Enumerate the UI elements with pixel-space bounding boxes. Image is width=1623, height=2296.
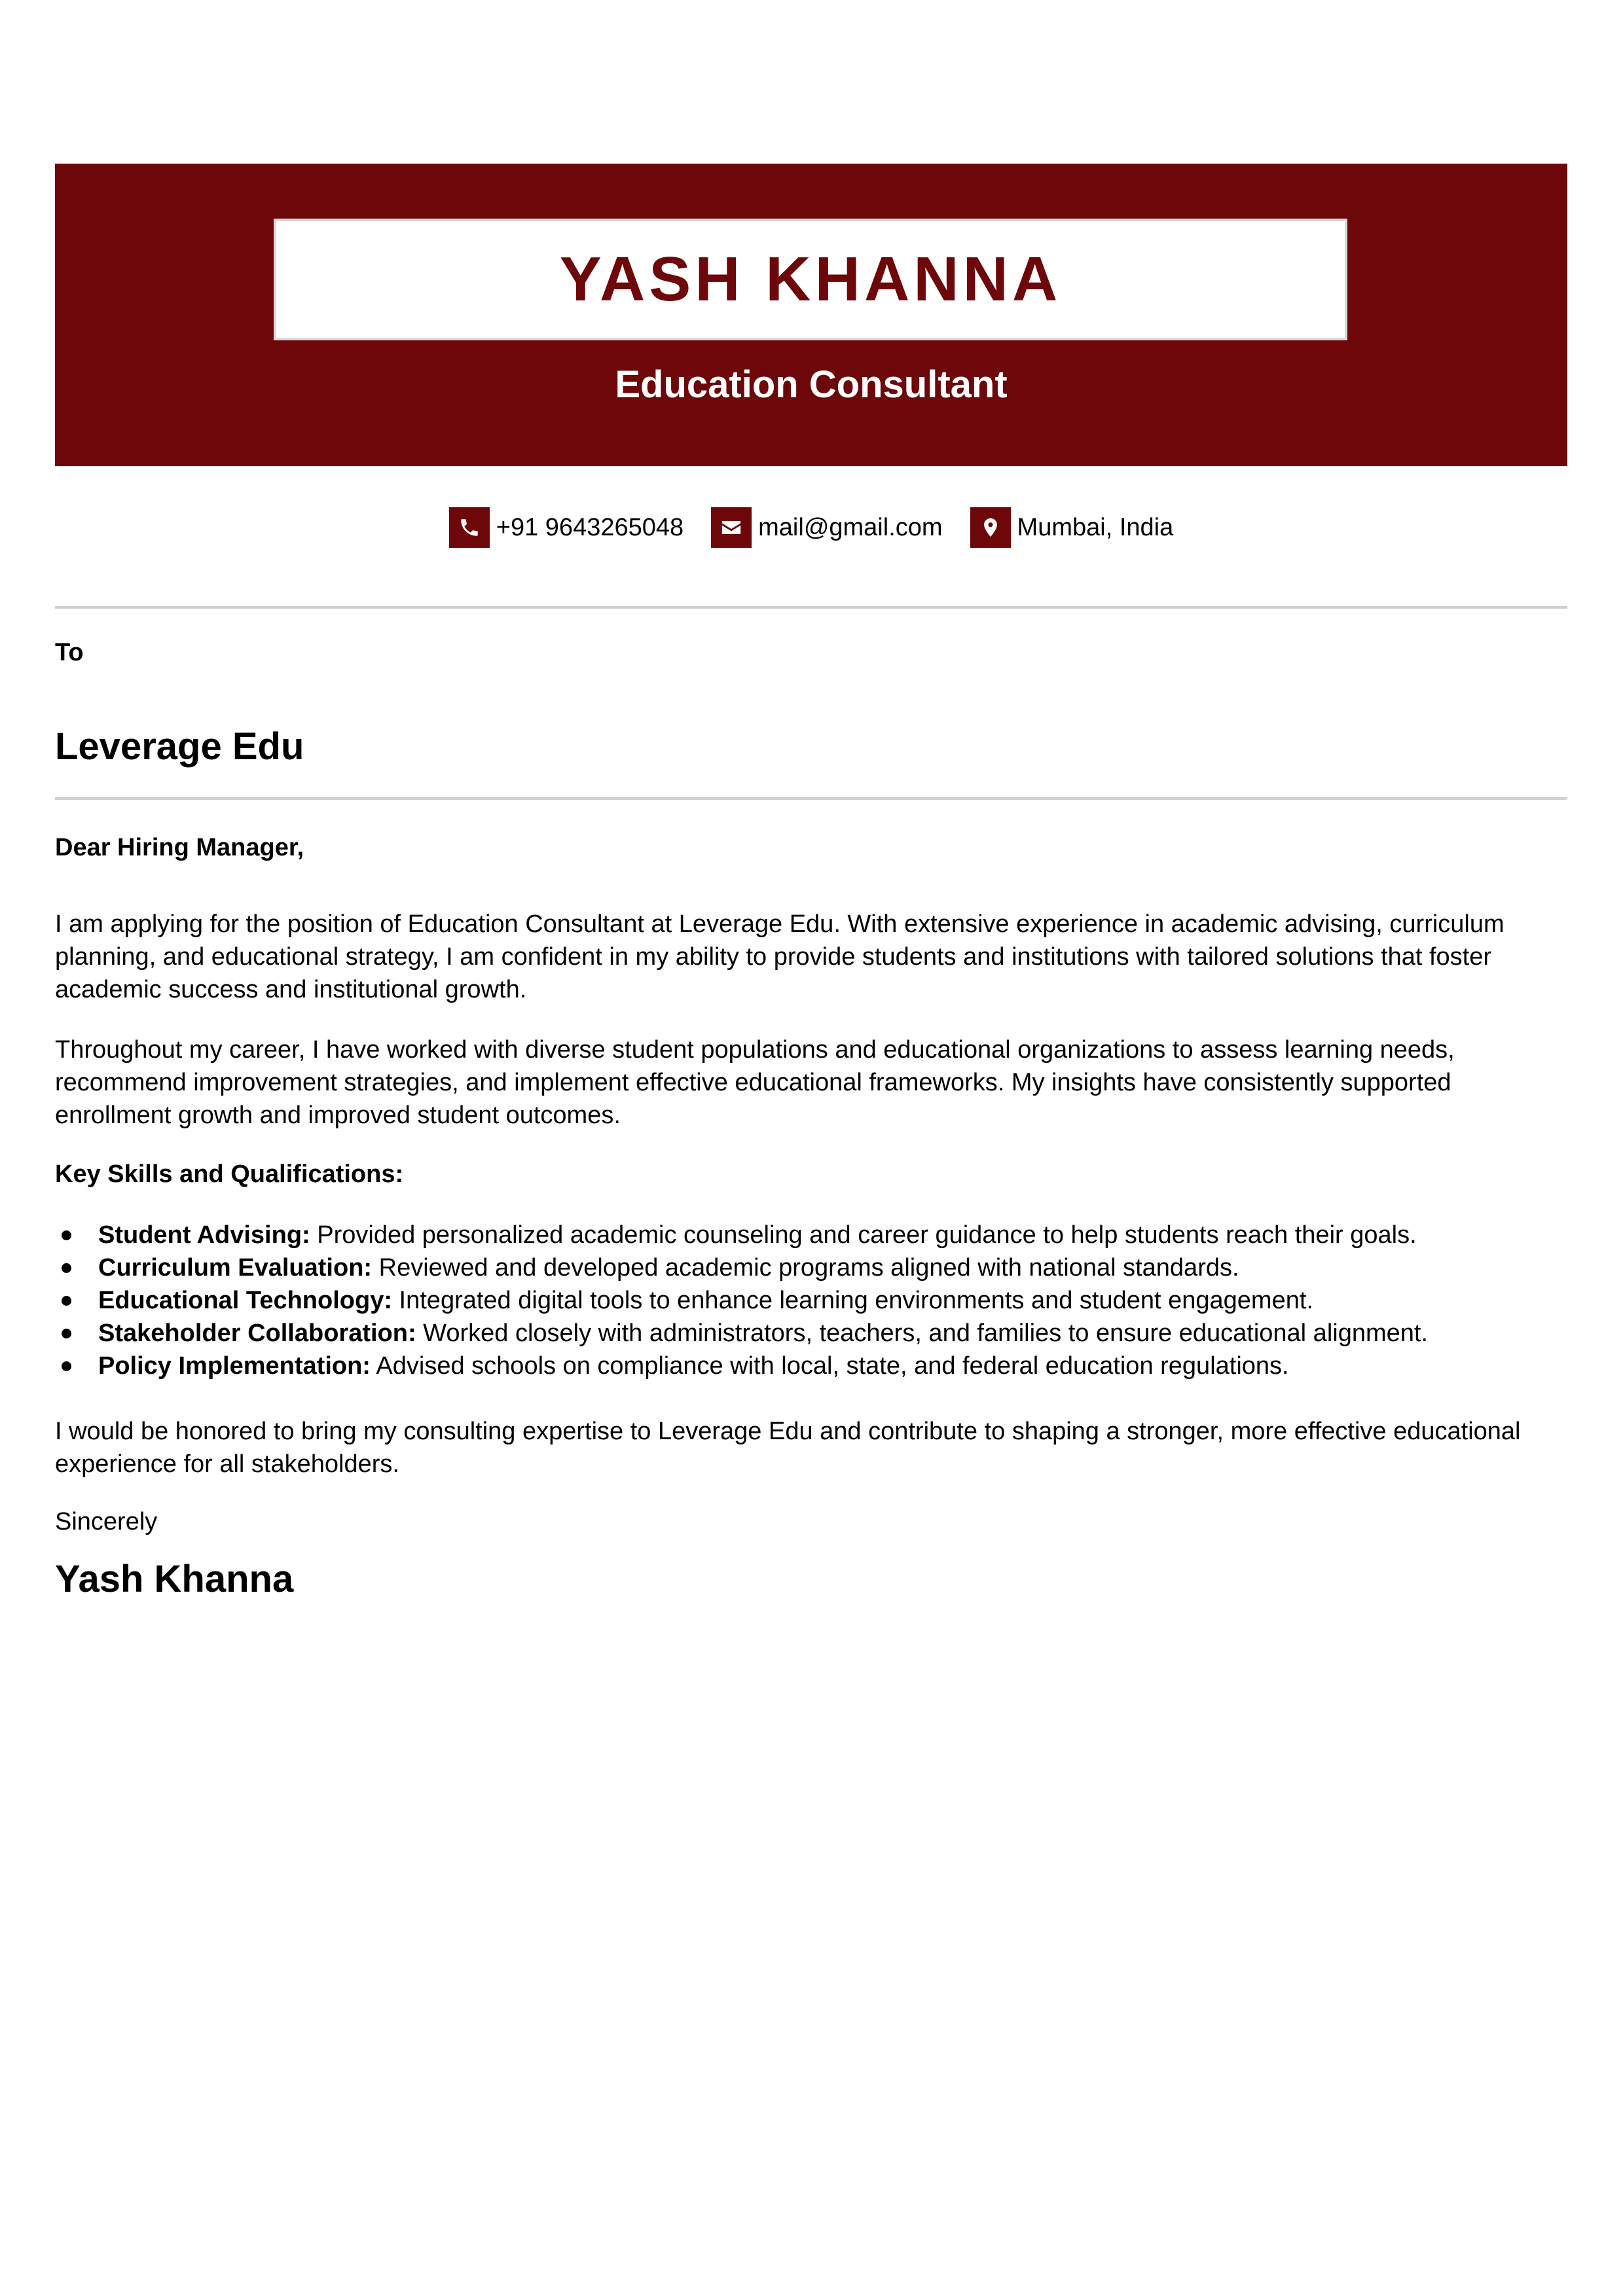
skill-item <box>55 1251 1567 1284</box>
contact-row <box>55 507 1567 548</box>
envelope-icon <box>711 507 752 548</box>
bullet-icon <box>62 1329 71 1338</box>
bullet-icon <box>62 1263 71 1273</box>
skill-item <box>55 1219 1567 1251</box>
phone-icon <box>449 507 490 548</box>
contact-phone <box>449 507 684 548</box>
name-box <box>274 219 1347 340</box>
skill-lead: Curriculum Evaluation: <box>98 1254 373 1282</box>
to-label: To <box>55 639 84 666</box>
map-pin-icon <box>970 507 1011 548</box>
skill-item <box>55 1317 1567 1350</box>
skill-item <box>55 1350 1567 1382</box>
job-title: Education Consultant <box>615 363 1008 406</box>
skill-lead: Policy Implementation: <box>98 1352 371 1380</box>
skill-lead: Student Advising: <box>98 1221 310 1249</box>
skill-text: Provided personalized academic counseling and career guidance to help students reach their goals. <box>310 1221 1417 1249</box>
divider-top <box>55 606 1567 609</box>
signature-name: Yash Khanna <box>55 1558 294 1600</box>
bullet-icon <box>62 1230 71 1240</box>
location: Mumbai, India <box>1017 513 1174 541</box>
skill-lead: Educational Technology: <box>98 1287 392 1314</box>
divider-mid <box>55 797 1567 800</box>
paragraph-intro: I am applying for the position of Education Consultant at Leverage Edu. With extensive experience in academic advising, curriculum planning, and educational strategy, I am confident in my ability to provide students and institutions with tailored solutions that foster academic success and institutional growth. <box>55 910 1504 1003</box>
skill-lead: Stakeholder Collaboration: <box>98 1319 416 1347</box>
bullet-icon <box>62 1296 71 1306</box>
phone-number: +91 9643265048 <box>496 513 684 541</box>
header-band <box>55 164 1567 466</box>
skill-text: Integrated digital tools to enhance learning environments and student engagement. <box>392 1287 1313 1314</box>
skill-text: Reviewed and developed academic programs aligned with national standards. <box>372 1254 1239 1282</box>
paragraph-experience: Throughout my career, I have worked with diverse student populations and educational organizations to assess learning needs, recommend improvement strategies, and implement effective educational frameworks. My insights have consistently supported enrollment growth and improved student outcomes. <box>55 1036 1455 1129</box>
email-address: mail@gmail.com <box>758 513 943 541</box>
applicant-name: YASH KHANNA <box>559 244 1062 314</box>
contact-location <box>970 507 1174 548</box>
cover-letter-page <box>55 164 1567 1601</box>
skill-text: Advised schools on compliance with local, state, and federal education regulations. <box>370 1352 1289 1380</box>
skills-list <box>55 1219 1567 1382</box>
paragraph-closing: I would be honored to bring my consulting expertise to Leverage Edu and contribute to shaping a stronger, more effective educational experience for all stakeholders. <box>55 1418 1521 1478</box>
company-name: Leverage Edu <box>55 725 304 768</box>
skills-heading: Key Skills and Qualifications: <box>55 1160 404 1188</box>
skill-text: Worked closely with administrators, teachers, and families to ensure educational alignment. <box>416 1319 1429 1347</box>
bullet-icon <box>62 1361 71 1371</box>
contact-email <box>711 507 942 548</box>
closing-phrase: Sincerely <box>55 1508 158 1535</box>
skill-item <box>55 1284 1567 1317</box>
greeting: Dear Hiring Manager, <box>55 834 304 861</box>
